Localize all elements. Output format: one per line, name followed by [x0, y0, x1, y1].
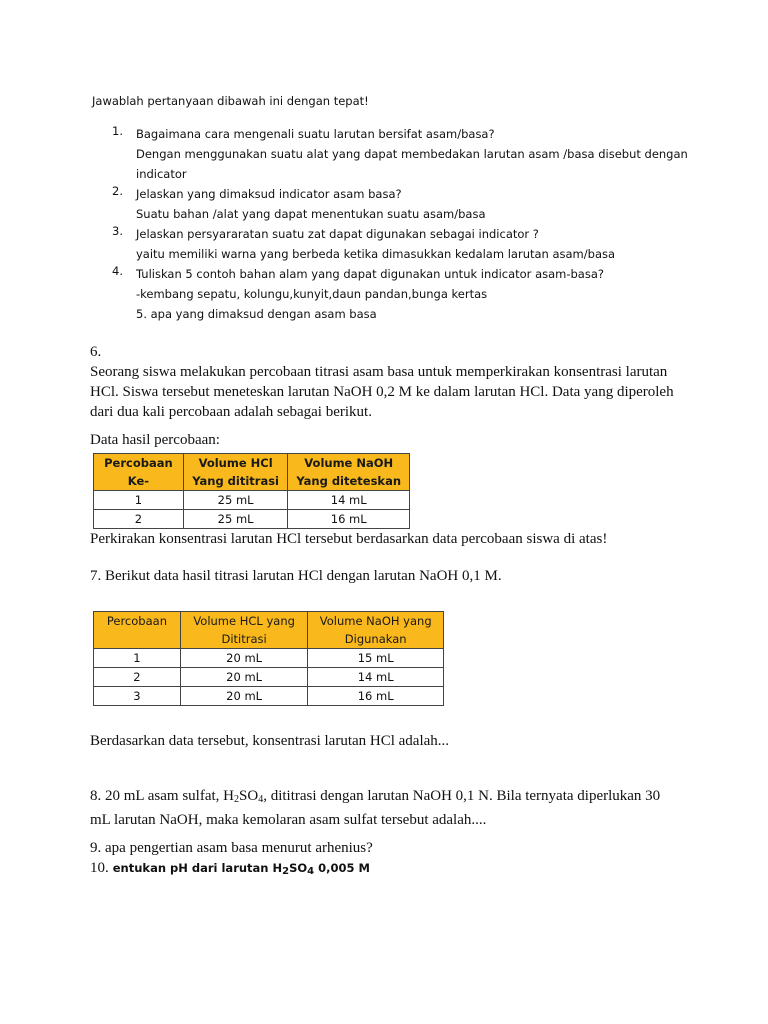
column-header: Volume HCl Yang dititrasi	[183, 454, 288, 491]
question-10	[90, 859, 370, 877]
table-header-row	[94, 612, 444, 649]
answer-text: Dengan menggunakan suatu alat yang dapat membedakan larutan asam /basa disebut dengan	[136, 147, 688, 161]
table-cell: 25 mL	[183, 491, 288, 510]
table-header-row	[94, 454, 410, 491]
question-6-prompt: Perkirakan konsentrasi larutan HCl tersebut berdasarkan data percobaan siswa di atas!	[90, 531, 608, 547]
table-cell: 1	[94, 491, 184, 510]
table-cell: 14 mL	[308, 668, 444, 687]
table-row	[94, 491, 410, 510]
question-6-line: dari dua kali percobaan adalah sebagai berikut.	[90, 404, 372, 420]
question-number: 3.	[112, 224, 123, 238]
table-cell: 1	[94, 649, 181, 668]
table-cell: 20 mL	[180, 668, 308, 687]
instruction-heading: Jawablah pertanyaan dibawah ini dengan tepat!	[92, 94, 369, 108]
table-row	[94, 687, 444, 706]
question-6-line: HCl. Siswa tersebut meneteskan larutan NaOH 0,2 M ke dalam larutan HCl. Data yang diperoleh	[90, 384, 674, 400]
table-row	[94, 668, 444, 687]
question-7-prompt: Berdasarkan data tersebut, konsentrasi larutan HCl adalah...	[90, 733, 450, 749]
column-header: Percobaan Ke-	[94, 454, 184, 491]
table-row	[94, 510, 410, 529]
answer-text: -kembang sepatu, kolungu,kunyit,daun pandan,bunga kertas	[136, 287, 488, 301]
answer-text: indicator	[136, 167, 187, 181]
list-item	[112, 264, 688, 324]
question-10-text: entukan pH dari larutan $H_2SO_4$ 0,005 M	[112, 861, 370, 877]
table-cell: 15 mL	[308, 649, 444, 668]
answer-text: yaitu memiliki warna yang berbeda ketika dimasukkan kedalam larutan asam/basa	[136, 247, 616, 261]
column-header: Volume HCL yang Dititrasi	[180, 612, 308, 649]
table-cell: 16 mL	[288, 510, 410, 529]
table-cell: 2	[94, 510, 184, 529]
table-cell: 20 mL	[180, 687, 308, 706]
table-cell: 3	[94, 687, 181, 706]
question-6-number: 6.	[90, 344, 102, 360]
list-item	[112, 124, 688, 184]
table-cell: 16 mL	[308, 687, 444, 706]
list-item	[112, 224, 688, 264]
question-number: 4.	[112, 264, 123, 278]
table-cell: 20 mL	[180, 649, 308, 668]
question-8-line: 8. 20 mL asam sulfat, $H_2SO_4$, dititrasi dengan larutan NaOH 0,1 N. Bila ternyata diperlukan 30	[90, 788, 661, 805]
question-list	[112, 124, 688, 324]
question-text: Jelaskan yang dimaksud indicator asam basa?	[136, 187, 402, 201]
answer-text: Suatu bahan /alat yang dapat menentukan suatu asam/basa	[136, 207, 486, 221]
question-text: Bagaimana cara mengenali suatu larutan bersifat asam/basa?	[136, 127, 495, 141]
column-header: Volume NaOH Yang diteteskan	[288, 454, 410, 491]
question-6-line: Seorang siswa melakukan percobaan titrasi asam basa untuk memperkirakan konsentrasi larutan	[90, 364, 668, 380]
question-text: Jelaskan persyararatan suatu zat dapat digunakan sebagai indicator ?	[136, 227, 539, 241]
question-7-text: 7. Berikut data hasil titrasi larutan HCl dengan larutan NaOH 0,1 M.	[90, 568, 502, 584]
table-cell: 25 mL	[183, 510, 288, 529]
question-8	[90, 786, 660, 830]
data-table-6	[93, 453, 410, 529]
question-8-line: mL larutan NaOH, maka kemolaran asam sulfat tersebut adalah....	[90, 812, 487, 828]
table-caption: Data hasil percobaan:	[90, 432, 220, 448]
question-9-text: 9. apa pengertian asam basa menurut arhenius?	[90, 840, 373, 856]
column-header: Percobaan	[94, 612, 181, 649]
answer-text: 5. apa yang dimaksud dengan asam basa	[136, 307, 377, 321]
column-header: Volume NaOH yang Digunakan	[308, 612, 444, 649]
question-text: Tuliskan 5 contoh bahan alam yang dapat digunakan untuk indicator asam-basa?	[136, 267, 604, 281]
question-number: 1.	[112, 124, 123, 138]
table-cell: 2	[94, 668, 181, 687]
question-number: 2.	[112, 184, 123, 198]
question-10-number: 10.	[90, 860, 109, 876]
list-item	[112, 184, 688, 224]
data-table-7	[93, 611, 444, 706]
table-cell: 14 mL	[288, 491, 410, 510]
question-6	[90, 342, 674, 422]
table-row	[94, 649, 444, 668]
